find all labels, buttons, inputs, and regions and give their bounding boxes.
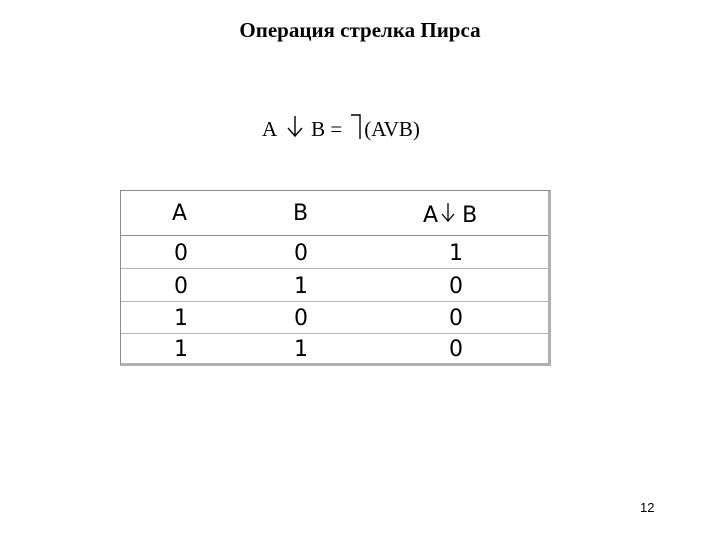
cell-b: 1 xyxy=(294,274,308,299)
header-result xyxy=(423,201,477,229)
formula-expression: (AVB) xyxy=(364,116,420,141)
truth-table xyxy=(120,190,551,366)
negation-icon xyxy=(350,112,362,146)
row-divider xyxy=(121,333,548,334)
down-arrow-icon xyxy=(440,201,456,229)
cell-a: 0 xyxy=(174,274,188,299)
cell-a: 0 xyxy=(174,241,188,266)
cell-result: 0 xyxy=(449,274,463,299)
slide-title: Операция стрелка Пирса xyxy=(239,18,481,42)
cell-a: 1 xyxy=(174,337,188,362)
formula-left-operand: A xyxy=(262,116,278,141)
header-result-right: B xyxy=(462,202,478,228)
cell-b: 0 xyxy=(294,306,308,331)
header-result-left: A xyxy=(423,202,439,228)
cell-result: 1 xyxy=(449,241,463,266)
row-divider xyxy=(121,268,548,269)
cell-b: 1 xyxy=(294,337,308,362)
page-number: 12 xyxy=(640,500,655,515)
formula-right-operand: B = xyxy=(311,116,343,141)
row-divider xyxy=(121,301,548,302)
down-arrow-icon xyxy=(285,113,305,145)
cell-result: 0 xyxy=(449,306,463,331)
table-header-row xyxy=(121,191,548,236)
header-a: A xyxy=(172,201,188,226)
cell-result: 0 xyxy=(449,337,463,362)
cell-a: 1 xyxy=(174,306,188,331)
header-b: B xyxy=(293,201,309,226)
peirce-formula xyxy=(262,114,420,144)
cell-b: 0 xyxy=(294,241,308,266)
